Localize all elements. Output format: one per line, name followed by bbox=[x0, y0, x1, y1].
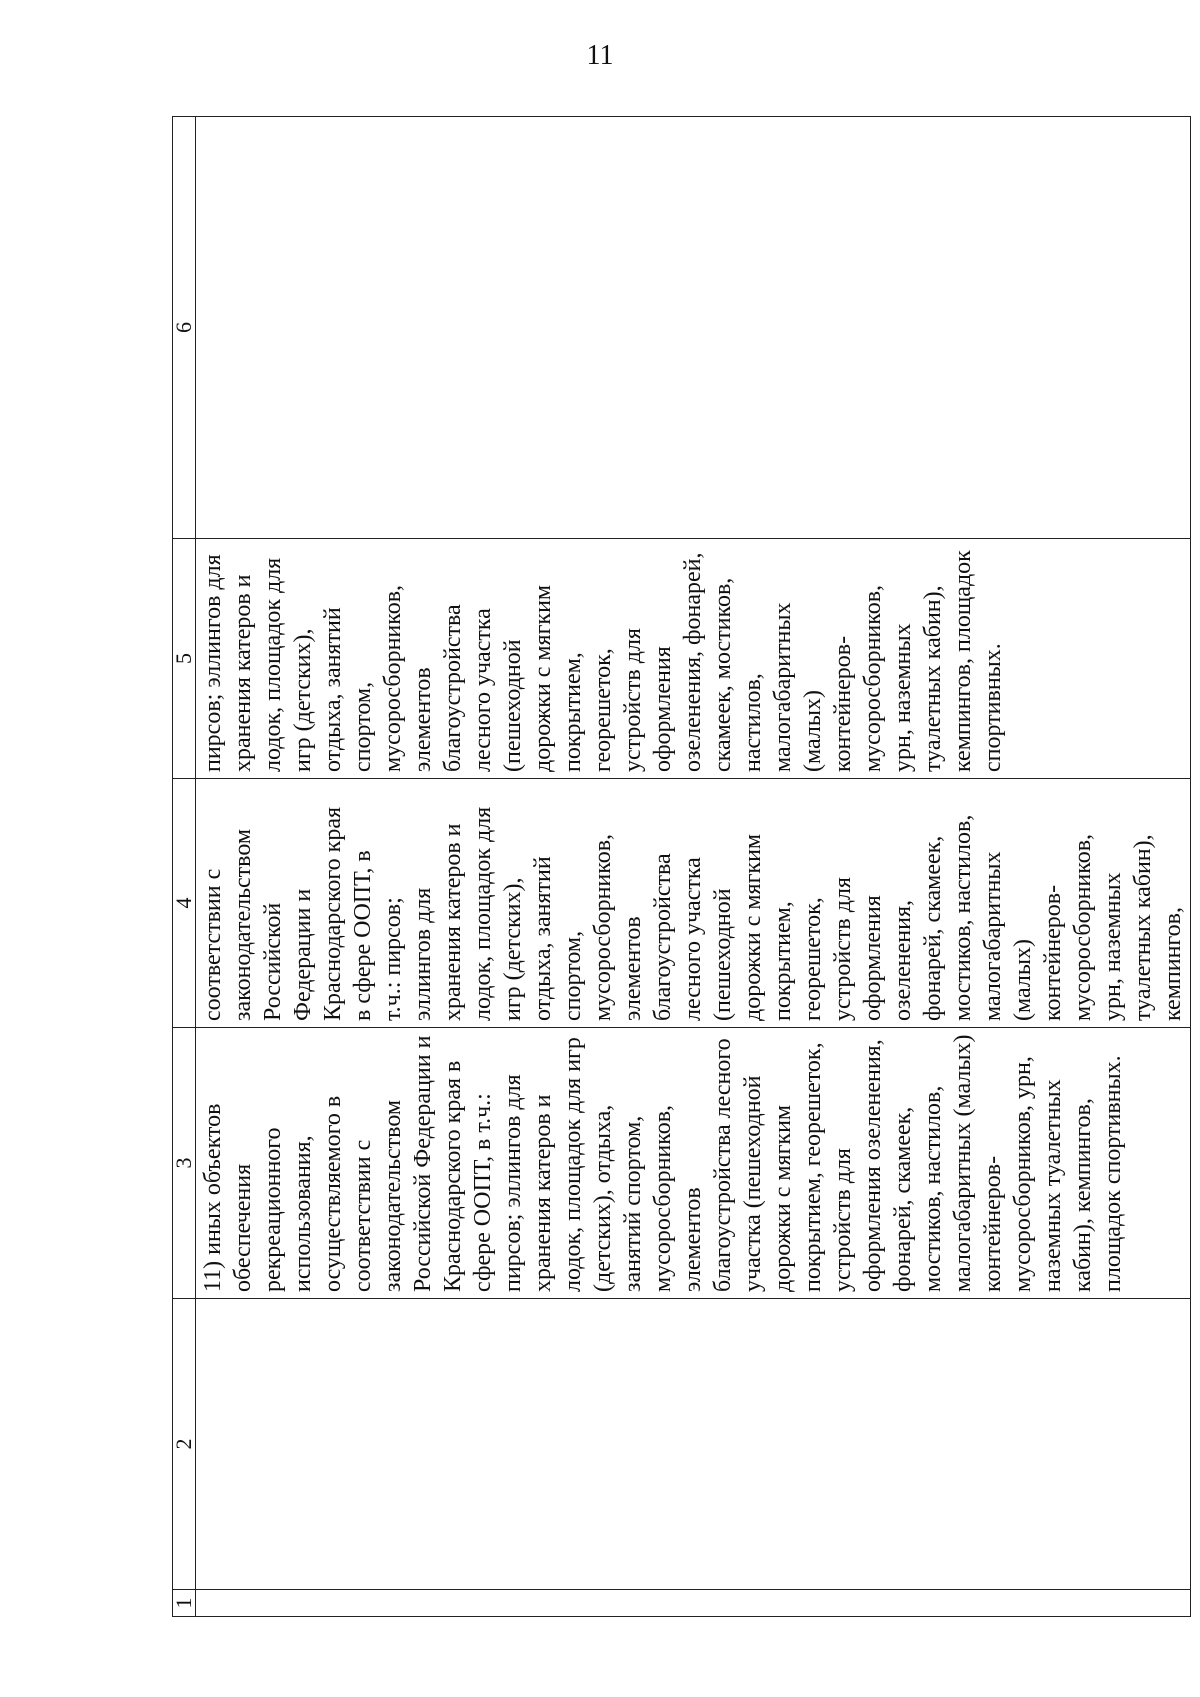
data-table bbox=[172, 116, 1191, 1617]
table-row bbox=[196, 117, 1191, 1617]
column-header: 1 bbox=[173, 1590, 196, 1617]
table-header-row bbox=[173, 117, 196, 1617]
column-header: 5 bbox=[173, 539, 196, 779]
column-header: 6 bbox=[173, 117, 196, 539]
table-cell bbox=[196, 117, 1191, 539]
column-header: 4 bbox=[173, 779, 196, 1028]
table-cell bbox=[196, 1299, 1191, 1590]
page-number: 11 bbox=[586, 40, 614, 71]
column-header: 2 bbox=[173, 1299, 196, 1590]
table-cell: соответствии с законодательством Российской Федерации и Краснодарского края в сфере ООПТ, в т.ч.: пирсов; эллингов для хранения катеров и лодок, площадок для игр (детских), отдыха, занятий спортом, мусоросборников, элементов благоустройства лесного участка (пешеходной дорожки с мягким покрытием, георешеток, устройств для оформления озеленения, фонарей, скамеек, мостиков, настилов, малогабаритных (малых) контейнеров- мусоросборников, урн, наземных туалетных кабин), кемпингов, bbox=[196, 779, 1191, 1028]
column-header: 3 bbox=[173, 1028, 196, 1299]
table-cell: 11) иных объектов обеспечения рекреационного использования, осуществляемого в соответствии с законодательством Российской Федерации и Краснодарского края в сфере ООПТ, в т.ч.: пирсов; эллингов для хранения катеров и лодок, площадок для игр (детских), отдыха, занятий спортом, мусоросборников, элементов благоустройства лесного участка (пешеходной дорожки с мягким покрытием, георешеток, устройств для оформления озеленения, фонарей, скамеек, мостиков, настилов, малогабаритных (малых) контейнеров- мусоросборников, урн, наземных туалетных кабин), кемпингов, площадок спортивных. bbox=[196, 1028, 1191, 1299]
rotated-table-wrapper bbox=[171, 117, 1186, 1617]
table-cell: пирсов; эллингов для хранения катеров и лодок, площадок для игр (детских), отдыха, занятий спортом, мусоросборников, элементов благоустройства лесного участка (пешеходной дорожки с мягким покрытием, георешеток, устройств для оформления озеленения, фонарей, скамеек, мостиков, настилов, малогабаритных (малых) контейнеров- мусоросборников, урн, наземных туалетных кабин), кемпингов, площадок спортивных. bbox=[196, 539, 1191, 779]
table-cell bbox=[196, 1590, 1191, 1617]
